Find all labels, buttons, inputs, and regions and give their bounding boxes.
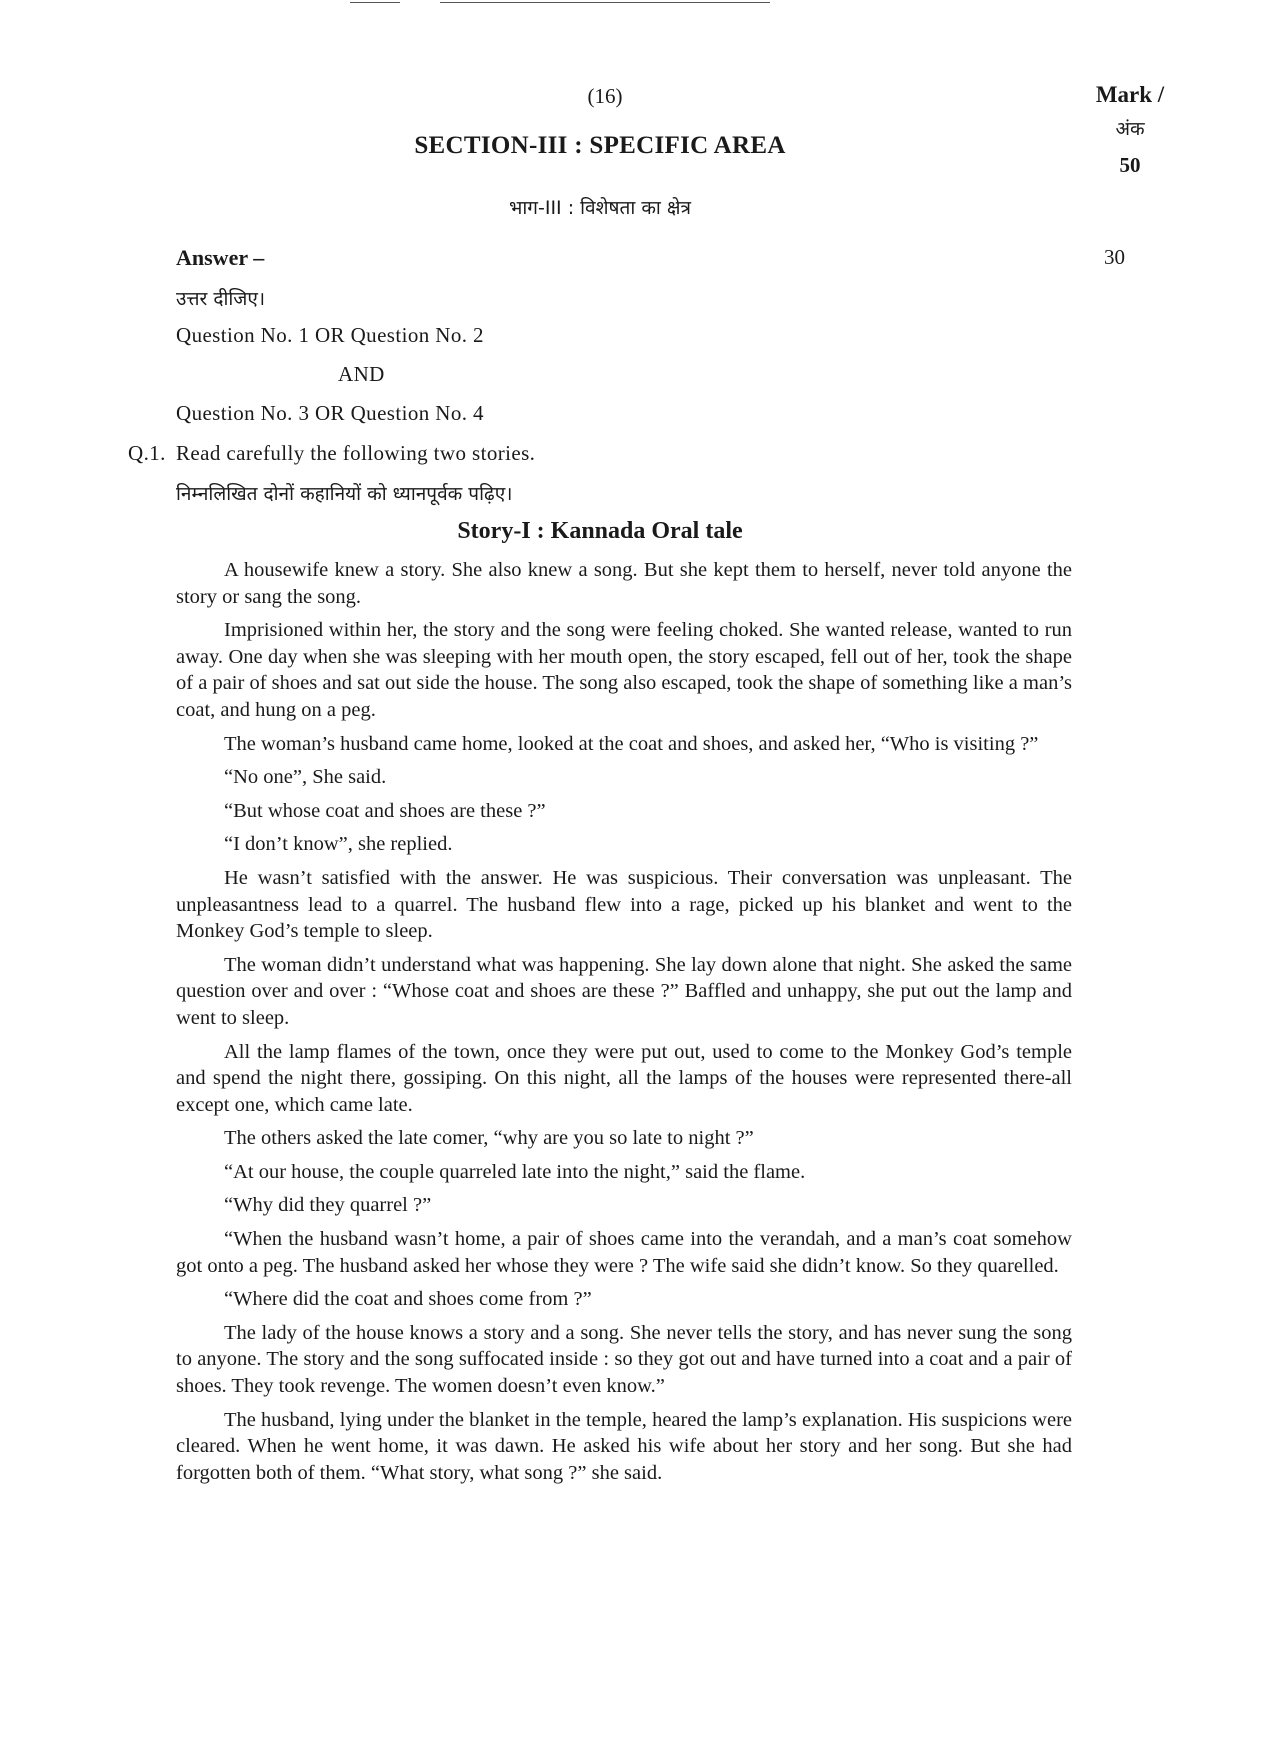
story-paragraph: “But whose coat and shoes are these ?” — [224, 799, 546, 822]
story-paragraph: The others asked the late comer, “why are you so late to night ?” — [224, 1127, 754, 1150]
story-paragraph: The husband, lying under the blanket in the temple, heared the lamp’s explanation. His suspicions were cleared. When he went home, it was dawn. He asked his wife about her story and her song. But she had forgotten both of them. “What story, what song ?” she said. — [176, 1408, 1072, 1484]
section-title: SECTION-III : SPECIFIC AREA — [414, 132, 786, 159]
story-paragraph: “I don’t know”, she replied. — [224, 833, 453, 856]
answer-marks: 30 — [1104, 245, 1125, 269]
top-rule-left — [350, 2, 400, 3]
story-paragraph: Imprisioned within her, the story and the song were feeling choked. She wanted release, wanted to run away. One day when she was sleeping with her mouth open, the story escaped, fell out of her, took the shape of a pair of shoes and sat out side the house. The song also escaped, took the shape of something like a man’s coat, and hung on a peg. — [176, 619, 1072, 721]
story-title: Story-I : Kannada Oral tale — [457, 518, 743, 544]
instruction-line-1: Question No. 1 OR Question No. 2 — [176, 323, 484, 347]
story-paragraph: The woman didn’t understand what was happening. She lay down alone that night. She asked the same question over and over : “Whose coat and shoes are these ?” Baffled and unhappy, she put out the lamp and went to sleep. — [176, 953, 1072, 1029]
instruction-line-3: Question No. 3 OR Question No. 4 — [176, 401, 484, 425]
story-paragraph: “When the husband wasn’t home, a pair of shoes came into the verandah, and a man’s coat somehow got onto a peg. The husband asked her whose they were ? The wife said she didn’t know. So they quarelled. — [176, 1228, 1072, 1277]
story-paragraph: “Why did they quarrel ?” — [224, 1194, 432, 1217]
story-paragraph: “No one”, She said. — [224, 766, 387, 789]
mark-total: 50 — [1119, 153, 1141, 177]
story-paragraph: The woman’s husband came home, looked at the coat and shoes, and asked her, “Who is visiting ?” — [224, 732, 1039, 755]
story-paragraph: The lady of the house knows a story and a song. She never tells the story, and has never sung the song to anyone. The story and the song suffocated inside : so they got out and have turned into a coat and a pair of shoes. They took revenge. The women doesn’t even know.” — [176, 1321, 1072, 1398]
mark-heading-hindi: अंक — [1115, 118, 1145, 140]
answer-hindi: उत्तर दीजिए। — [176, 288, 266, 310]
story-paragraph: “Where did the coat and shoes come from ?” — [224, 1288, 592, 1311]
story-paragraph: He wasn’t satisfied with the answer. He was suspicious. Their conversation was unpleasant. The unpleasantness lead to a quarrel. The husband flew into a rage, picked up his blanket and went to the Monkey God’s temple to sleep. — [176, 866, 1072, 943]
question-text: Read carefully the following two stories. — [176, 441, 536, 465]
question-text-hindi: निम्नलिखित दोनों कहानियों को ध्यानपूर्वक पढ़िए। — [176, 483, 513, 505]
story-paragraph: “At our house, the couple quarreled late into the night,” said the flame. — [224, 1160, 806, 1183]
question-number: Q.1. — [128, 441, 166, 465]
answer-label: Answer – — [176, 245, 265, 270]
story-paragraph: A housewife knew a story. She also knew a song. But she kept them to herself, never told anyone the story or sang the song. — [176, 559, 1072, 608]
story-body — [176, 557, 1072, 1493]
story-paragraph: All the lamp flames of the town, once they were put out, used to come to the Monkey God’s temple and spend the night there, gossiping. On this night, all the lamps of the houses were represented there-all except one, which came late. — [176, 1040, 1072, 1116]
top-rule-right — [440, 2, 770, 3]
mark-heading: Mark / — [1095, 82, 1165, 107]
page-number: (16) — [587, 84, 623, 108]
instruction-line-2: AND — [338, 362, 385, 386]
section-title-hindi: भाग-III : विशेषता का क्षेत्र — [509, 197, 691, 219]
